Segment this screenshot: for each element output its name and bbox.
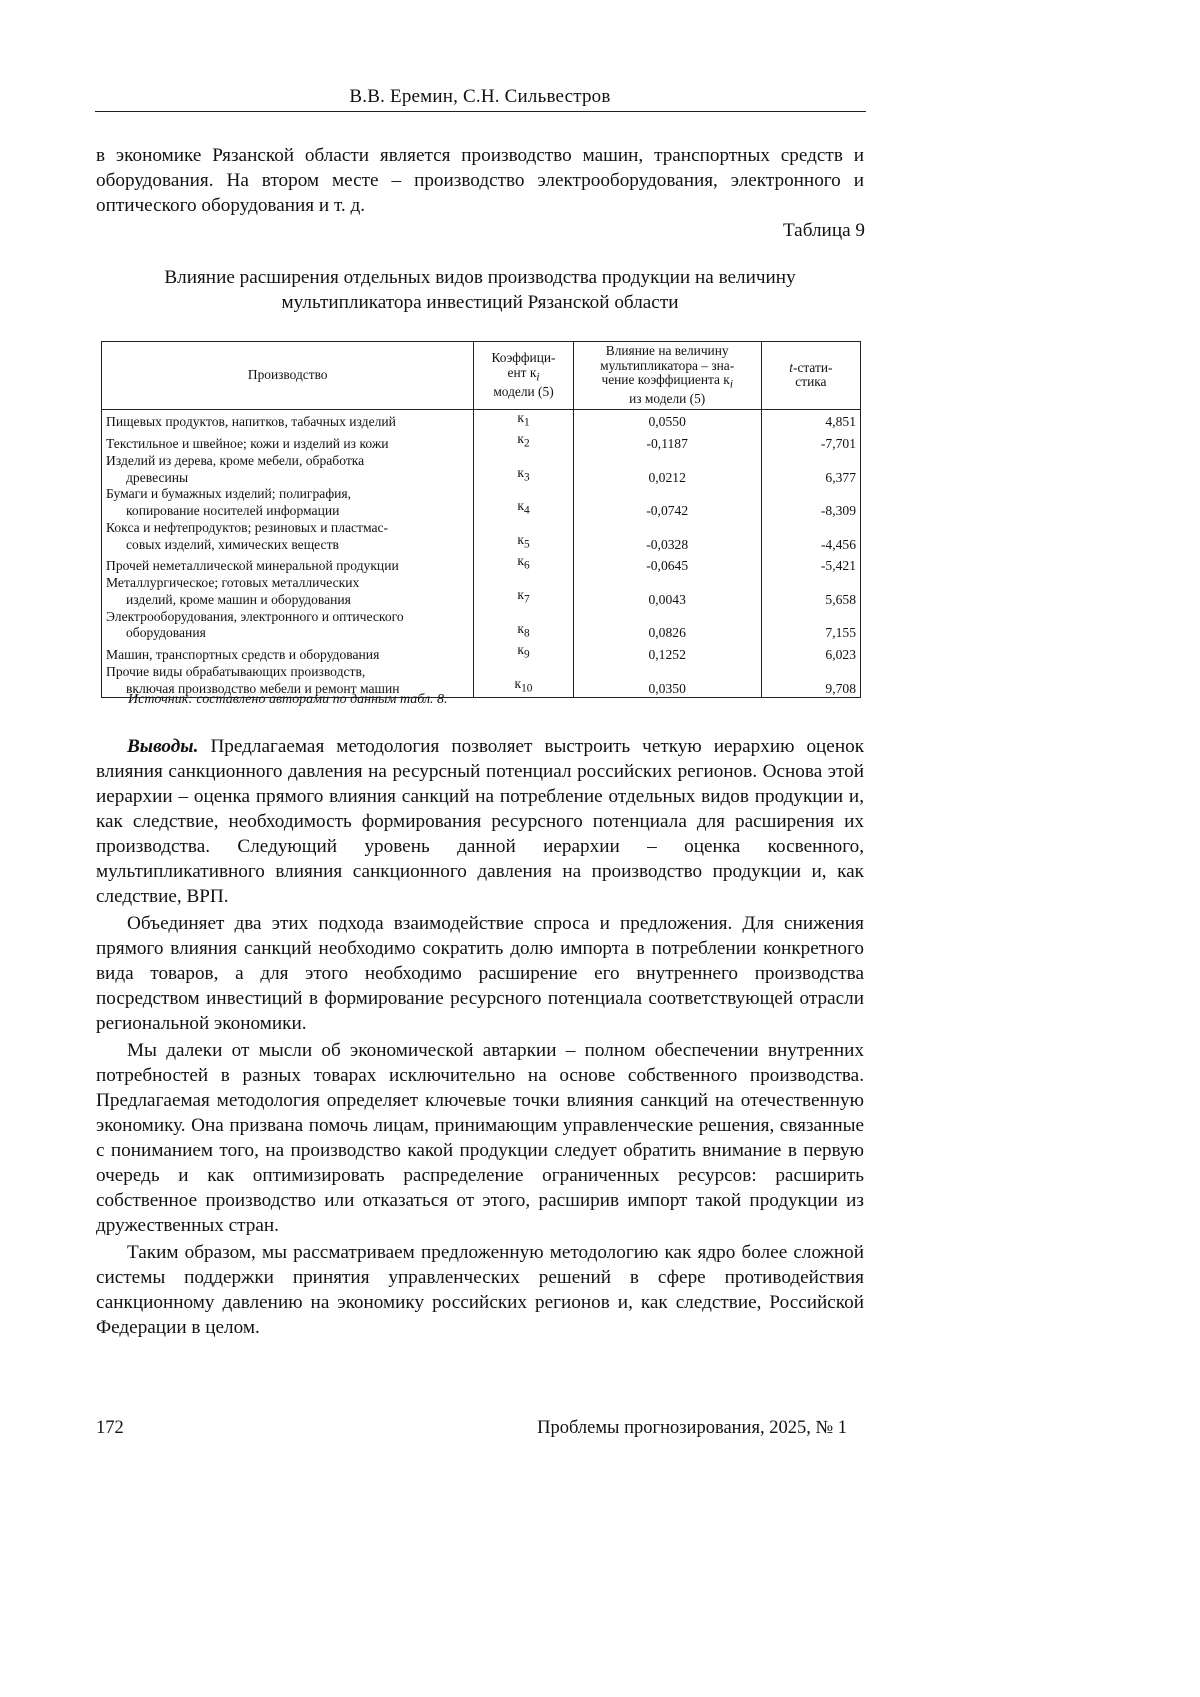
coefficient-cell: $к_5$ xyxy=(474,520,573,554)
production-name-cell: Текстильное и швейное; кожи и изделий из кожи xyxy=(102,431,474,453)
table-row xyxy=(102,575,861,609)
table-caption-line-2: мультипликатора инвестиций Рязанской области xyxy=(281,292,679,313)
header-divider xyxy=(95,111,866,112)
conclusions-lead: Выводы. xyxy=(127,736,199,757)
conclusions-section xyxy=(96,734,864,1340)
intro-paragraph: в экономике Рязанской области является производство машин, транспортных средств и оборудования. На втором месте – производство электрооборудования, электронного и оптического оборудования и т. д. xyxy=(96,145,864,216)
production-name-cell: Металлургическое; готовых металлических изделий, кроме машин и оборудования xyxy=(102,575,474,609)
production-name-cell: Машин, транспортных средств и оборудования xyxy=(102,642,474,664)
page-number: 172 xyxy=(96,1418,124,1438)
table-row xyxy=(102,642,861,664)
production-name-cell: Электрооборудования, электронного и оптического оборудования xyxy=(102,609,474,643)
t-statistic-cell: 6,377 xyxy=(761,453,860,487)
conclusions-paragraph-2: Объединяет два этих подхода взаимодействие спроса и предложения. Для снижения прямого влияния санкций необходимо сократить долю импорта в потреблении конкретного вида товаров, а для этого необходимо расширение его внутреннего производства посредством инвестиций в формирование ресурсного потенциала соответствующей отрасли региональной экономики. xyxy=(96,913,864,1034)
production-name-cell: Бумаги и бумажных изделий; полиграфия, копирование носителей информации xyxy=(102,486,474,520)
table-row xyxy=(102,520,861,554)
production-name-cell: Прочие виды обрабатывающих производств, включая производство мебели и ремонт машин xyxy=(102,664,474,698)
production-name-cell: Прочей неметаллической минеральной продукции xyxy=(102,553,474,575)
conclusions-paragraph-1: Выводы. Предлагаемая методология позволяет выстроить четкую иерархию оценок влияния санкционного давления на ресурсный потенциал российских регионов. Основа этой иерархии – оценка прямого влияния санкций на потребление отдельных видов продукции и, как следствие, необходимость формирования ресурсного потенциала для расширения их производства. Следующий уровень данной иерархии – оценка косвенного, мультипликативного влияния санкционного давления на производство продукции и, как следствие, ВРП. xyxy=(96,736,865,907)
production-name-cell: Пищевых продуктов, напитков, табачных изделий xyxy=(102,409,474,431)
table-caption xyxy=(96,265,864,315)
table-source-note: Источник: составлено авторами по данным табл. 8. xyxy=(128,692,448,707)
production-name-cell: Изделий из дерева, кроме мебели, обработка древесины xyxy=(102,453,474,487)
table-body xyxy=(102,409,861,698)
journal-footer: Проблемы прогнозирования, 2025, № 1 xyxy=(537,1418,847,1438)
multiplier-table xyxy=(101,341,861,698)
header-t-statistic: t-стати- стика xyxy=(761,342,860,410)
t-statistic-cell: -5,421 xyxy=(761,553,860,575)
table-caption-line-1: Влияние расширения отдельных видов производства продукции на величину xyxy=(164,267,796,288)
coefficient-cell: $к_1$ xyxy=(474,409,573,431)
table-number: Таблица 9 xyxy=(782,220,865,241)
conclusions-paragraph-3: Мы далеки от мысли об экономической автаркии – полном обеспечении внутренних потребностей в разных товарах исключительно на основе собственного производства. Предлагаемая методология определяет ключевые точки влияния санкций на отечественную экономику. Она призвана помочь лицам, принимающим управленческие решения, связанные с пониманием того, на производство какой продукции следует обратить внимание в первую очередь и как оптимизировать распределение ограниченных ресурсов: расширить собственное производство или отказаться от этого, расширив импорт такой продукции из дружественных стран. xyxy=(96,1040,864,1236)
coefficient-value-cell: 0,0826 xyxy=(573,609,761,643)
table-row xyxy=(102,409,861,431)
running-header: В.В. Еремин, С.Н. Сильвестров xyxy=(349,86,611,107)
coefficient-value-cell: -0,0328 xyxy=(573,520,761,554)
production-name-cell: Кокса и нефтепродуктов; резиновых и пластмас- совых изделий, химических веществ xyxy=(102,520,474,554)
t-statistic-cell: 4,851 xyxy=(761,409,860,431)
table-row xyxy=(102,609,861,643)
t-statistic-cell: 7,155 xyxy=(761,609,860,643)
coefficient-cell: $к_7$ xyxy=(474,575,573,609)
coefficient-value-cell: 0,0350 xyxy=(573,664,761,698)
coefficient-value-cell: 0,0550 xyxy=(573,409,761,431)
header-production: Производство xyxy=(102,342,474,410)
conclusions-paragraph-4: Таким образом, мы рассматриваем предложенную методологию как ядро более сложной системы поддержки принятия управленческих решений в сфере противодействия санкционному давлению на экономику российских регионов и, как следствие, Российской Федерации в целом. xyxy=(96,1242,864,1338)
header-coefficient: Коэффици- ент $к_i$ модели (5) xyxy=(474,342,573,410)
header-influence: Влияние на величину мультипликатора – зна- чение коэффициента $к_i$ из модели (5) xyxy=(573,342,761,410)
t-statistic-cell: -7,701 xyxy=(761,431,860,453)
coefficient-cell: $к_3$ xyxy=(474,453,573,487)
table-header-row xyxy=(102,342,861,410)
t-statistic-cell: 9,708 xyxy=(761,664,860,698)
t-statistic-cell: 6,023 xyxy=(761,642,860,664)
table-row xyxy=(102,431,861,453)
coefficient-value-cell: -0,0645 xyxy=(573,553,761,575)
coefficient-value-cell: 0,1252 xyxy=(573,642,761,664)
coefficient-value-cell: -0,0742 xyxy=(573,486,761,520)
t-statistic-cell: -8,309 xyxy=(761,486,860,520)
t-statistic-cell: -4,456 xyxy=(761,520,860,554)
coefficient-cell: $к_6$ xyxy=(474,553,573,575)
coefficient-value-cell: 0,0043 xyxy=(573,575,761,609)
t-statistic-cell: 5,658 xyxy=(761,575,860,609)
coefficient-value-cell: 0,0212 xyxy=(573,453,761,487)
coefficient-cell: $к_{10}$ xyxy=(474,664,573,698)
coefficient-cell: $к_8$ xyxy=(474,609,573,643)
coefficient-value-cell: -0,1187 xyxy=(573,431,761,453)
table-row xyxy=(102,553,861,575)
table-row xyxy=(102,486,861,520)
coefficient-cell: $к_9$ xyxy=(474,642,573,664)
table-row xyxy=(102,453,861,487)
coefficient-cell: $к_4$ xyxy=(474,486,573,520)
coefficient-cell: $к_2$ xyxy=(474,431,573,453)
